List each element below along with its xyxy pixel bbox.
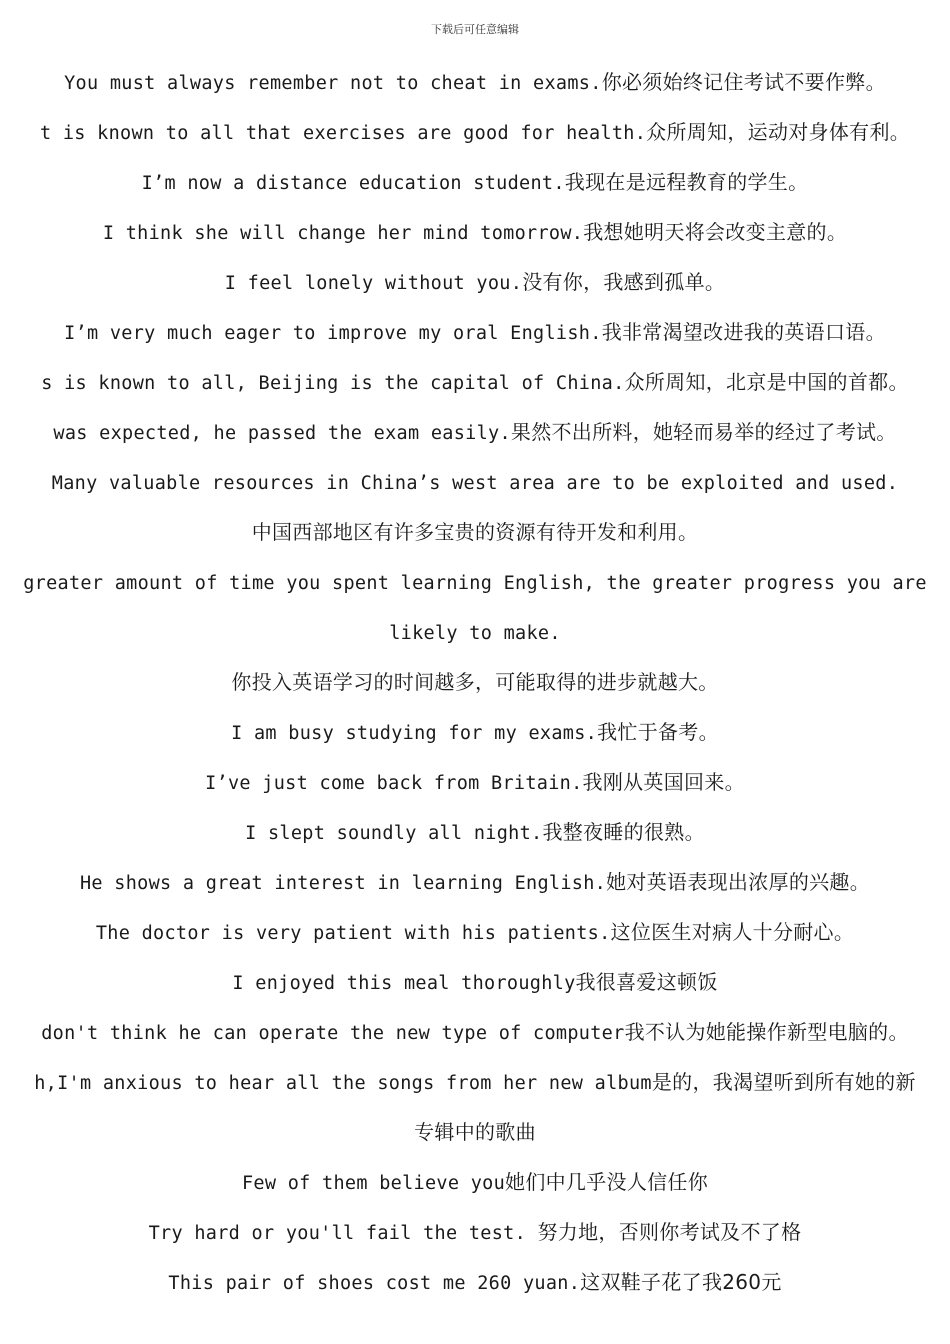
sentence-line — [0, 363, 950, 413]
sentence-line — [0, 1213, 950, 1263]
sentence-line — [0, 963, 950, 1013]
chinese-text: 我忙于备考。 — [597, 720, 719, 744]
sentence-line — [0, 413, 950, 463]
chinese-text: 众所周知，北京是中国的首都。 — [624, 370, 909, 394]
sentence-line — [0, 863, 950, 913]
english-text: I feel lonely without you. — [224, 273, 523, 294]
sentence-line — [0, 63, 950, 113]
english-text: I am busy studying for my exams. — [231, 723, 598, 744]
sentence-line — [0, 713, 950, 763]
sentence-line — [0, 1063, 950, 1113]
sentence-line — [0, 513, 950, 563]
chinese-text: 努力地，否则你考试及不了格 — [537, 1220, 802, 1244]
english-text: s is known to all, Beijing is the capital of China. — [41, 373, 625, 394]
sentence-line — [0, 1163, 950, 1213]
english-text: Many valuable resources in China’s west area are to be exploited and used. — [51, 473, 899, 494]
english-text: I’ve just come back from Britain. — [205, 773, 583, 794]
chinese-text: 她们中几乎没人信任你 — [505, 1170, 709, 1194]
english-text: don't think he can operate the new type of computer — [41, 1023, 625, 1044]
sentence-line — [0, 1013, 950, 1063]
sentence-line — [0, 1113, 950, 1163]
sentence-line — [0, 913, 950, 963]
chinese-text: 是的，我渴望听到所有她的新 — [651, 1070, 916, 1094]
english-text: This pair of shoes cost me 260 yuan. — [168, 1273, 581, 1294]
chinese-text: 众所周知，运动对身体有利。 — [646, 120, 911, 144]
chinese-text: 专辑中的歌曲 — [414, 1120, 536, 1144]
english-text: You must always remember not to cheat in exams. — [64, 73, 602, 94]
english-text: was expected, he passed the exam easily. — [53, 423, 511, 444]
english-text: h,I'm anxious to hear all the songs from her new album — [34, 1073, 652, 1094]
english-text: I slept soundly all night. — [245, 823, 543, 844]
sentence-line — [0, 613, 950, 663]
chinese-text: 我想她明天将会改变主意的。 — [583, 220, 848, 244]
chinese-text: 我刚从英国回来。 — [582, 770, 745, 794]
english-text: greater amount of time you spent learning English, the greater progress you are — [23, 573, 927, 594]
sentence-line — [0, 563, 950, 613]
sentence-line — [0, 663, 950, 713]
chinese-text: 果然不出所料，她轻而易举的经过了考试。 — [510, 420, 897, 444]
english-text: Few of them believe you — [241, 1173, 506, 1194]
sentence-line — [0, 263, 950, 313]
english-text: The doctor is very patient with his patients. — [95, 923, 611, 944]
english-text: t is known to all that exercises are good for health. — [39, 123, 647, 144]
english-text: likely to make. — [389, 623, 561, 644]
sentence-line — [0, 463, 950, 513]
english-text: I think she will change her mind tomorrow. — [102, 223, 584, 244]
chinese-text: 你必须始终记住考试不要作弊。 — [601, 70, 886, 94]
chinese-text: 我很喜爱这顿饭 — [575, 970, 718, 994]
english-text: I’m very much eager to improve my oral English. — [64, 323, 602, 344]
sentence-line — [0, 113, 950, 163]
sentence-line — [0, 163, 950, 213]
page-header: 下载后可任意编辑 — [431, 23, 519, 36]
sentence-line — [0, 1263, 950, 1313]
chinese-text: 这位医生对病人十分耐心。 — [610, 920, 855, 944]
chinese-text: 你投入英语学习的时间越多，可能取得的进步就越大。 — [231, 670, 719, 694]
sentence-line — [0, 813, 950, 863]
chinese-text: 我整夜睡的很熟。 — [542, 820, 705, 844]
chinese-text: 中国西部地区有许多宝贵的资源有待开发和利用。 — [251, 520, 699, 544]
chinese-text: 我不认为她能操作新型电脑的。 — [624, 1020, 909, 1044]
chinese-text: 我非常渴望改进我的英语口语。 — [601, 320, 886, 344]
sentence-line — [0, 763, 950, 813]
chinese-text: 她对英语表现出浓厚的兴趣。 — [606, 870, 871, 894]
sentence-list — [0, 63, 950, 1313]
sentence-line — [0, 213, 950, 263]
chinese-text: 这双鞋子花了我260元 — [580, 1270, 782, 1294]
english-text: I’m now a distance education student. — [141, 173, 565, 194]
sentence-line — [0, 313, 950, 363]
english-text: I enjoyed this meal thoroughly — [232, 973, 576, 994]
english-text: He shows a great interest in learning English. — [79, 873, 607, 894]
english-text: Try hard or you'll fail the test. — [148, 1223, 538, 1244]
chinese-text: 我现在是远程教育的学生。 — [564, 170, 809, 194]
chinese-text: 没有你，我感到孤单。 — [522, 270, 726, 294]
